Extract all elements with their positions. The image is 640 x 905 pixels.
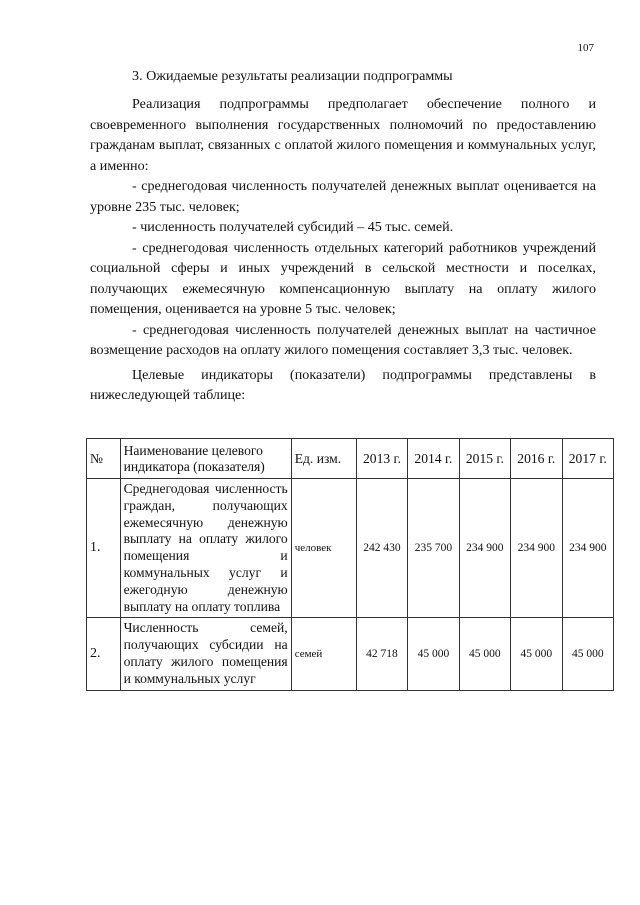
bullet-partial-compensation: - среднегодовая численность получателей денежных выплат на частичное возмещение расходов на оплату жилого помещения составляет 3,3 тыс. человек.: [90, 321, 596, 358]
header-year-2015: 2015 г.: [459, 439, 510, 479]
row-value-2015: 234 900: [459, 479, 510, 618]
header-year-2017: 2017 г.: [562, 439, 613, 479]
row-value-2017: 45 000: [562, 618, 613, 690]
table-intro: Целевые индикаторы (показатели) подпрограммы представлены в нижеследующей таблице:: [90, 366, 596, 403]
row-value-2016: 45 000: [511, 618, 562, 690]
bullet-payment-recipients: - среднегодовая численность получателей денежных выплат оценивается на уровне 235 тыс. человек;: [90, 178, 596, 215]
row-value-2014: 45 000: [408, 618, 459, 690]
header-indicator-name: Наименование целевого индикатора (показателя): [120, 439, 291, 479]
row-indicator-name: Численность семей, получающих субсидии на оплату жилого помещения и коммунальных услуг: [120, 618, 291, 690]
page-number: 107: [577, 42, 594, 54]
row-value-2013: 242 430: [356, 479, 407, 618]
paragraph-intro: Реализация подпрограммы предполагает обеспечение полного и своевременного выполнения государственных полномочий по предоставлению гражданам выплат, связанных с оплатой жилого помещения и коммунальных услуг, а именно:: [90, 96, 596, 174]
row-value-2013: 42 718: [356, 618, 407, 690]
bullet-subsidy-recipients: - численность получателей субсидий – 45 тыс. семей.: [132, 219, 454, 235]
row-number: 1.: [87, 479, 121, 618]
row-value-2014: 235 700: [408, 479, 459, 618]
row-value-2015: 45 000: [459, 618, 510, 690]
table-header-row: [87, 439, 614, 479]
header-number: №: [87, 439, 121, 479]
row-number: 2.: [87, 618, 121, 690]
row-value-2017: 234 900: [562, 479, 613, 618]
row-value-2016: 234 900: [511, 479, 562, 618]
table-row: [87, 479, 614, 618]
header-unit: Ед. изм.: [291, 439, 356, 479]
row-unit: семей: [291, 618, 356, 690]
table-row: [87, 618, 614, 690]
bullet-social-workers: - среднегодовая численность отдельных категорий работников учреждений социальной сферы и иных учреждений в сельской местности и поселках, получающих ежемесячную компенсационную выплату на оплату жилого помещения, оценивается на уровне 5 тыс. человек;: [90, 239, 596, 317]
header-year-2014: 2014 г.: [408, 439, 459, 479]
indicators-table: [86, 438, 614, 691]
section-heading: 3. Ожидаемые результаты реализации подпрограммы: [132, 68, 453, 84]
row-unit: человек: [291, 479, 356, 618]
header-year-2013: 2013 г.: [356, 439, 407, 479]
row-indicator-name: Среднегодовая численность граждан, получающих ежемесячную денежную выплату на оплату жилого помещения и коммунальных услуг и ежегодную денежную выплату на оплату топлива: [120, 479, 291, 618]
document-body: [90, 66, 596, 406]
header-year-2016: 2016 г.: [511, 439, 562, 479]
